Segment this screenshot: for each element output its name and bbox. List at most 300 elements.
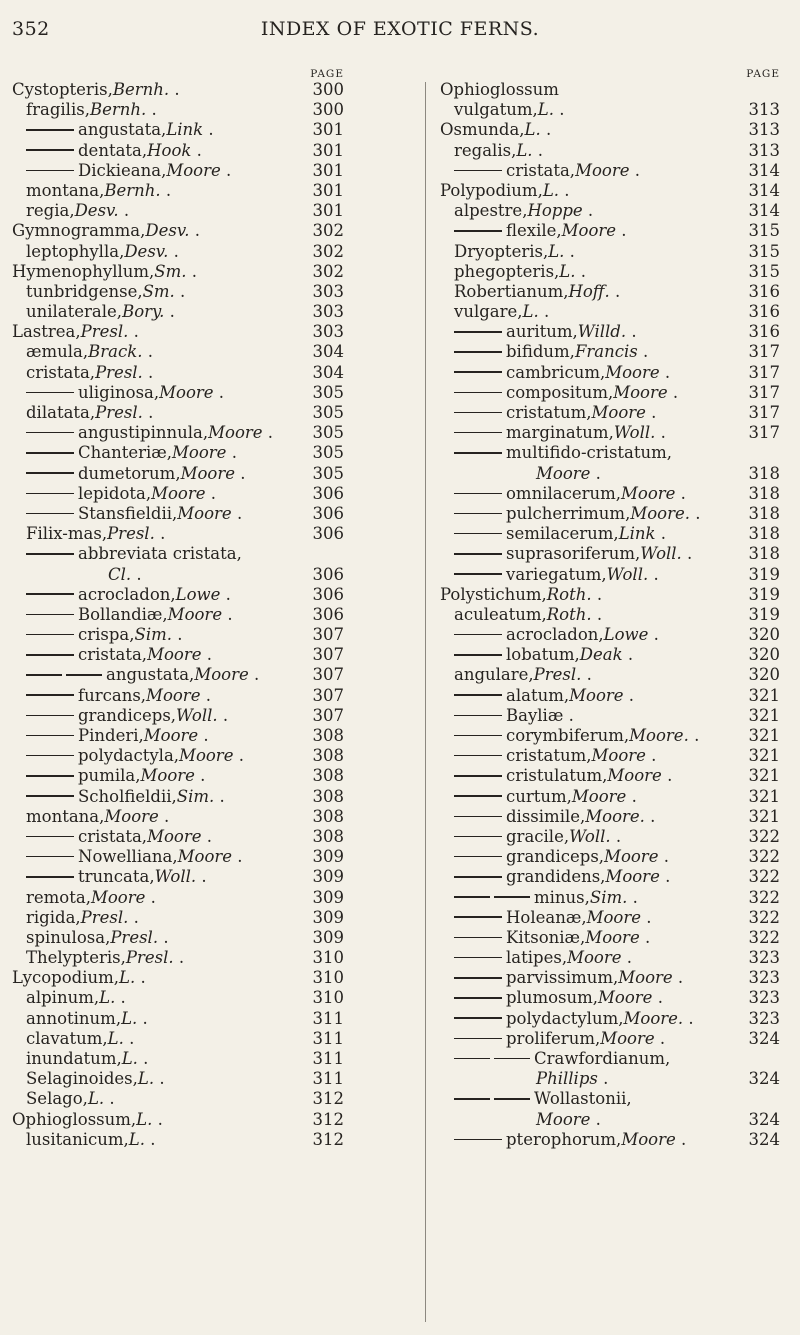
entry-name: Bayliæ [506,705,564,725]
page-number: 352 [12,18,50,40]
leader-dots: . [659,867,671,887]
entry-name: dilatata, [26,403,96,422]
leader-dots: . [658,847,669,867]
entry-authority: L. [128,1129,145,1149]
index-entry [12,141,372,161]
repeat-dash [26,553,74,555]
leader-dots: . [564,241,575,261]
entry-page-number: 315 [748,221,780,241]
repeat-dash [26,170,74,172]
entry-authority: Moore [179,746,234,766]
entry-page-number: 316 [748,322,780,342]
index-entry [12,787,372,807]
leader-dots: . [622,645,634,665]
index-entry [12,342,372,362]
entry-page-number: 305 [312,463,344,483]
entry-authority: Presl. [125,948,174,968]
leader-dots: . [690,503,701,523]
entry-authority: Bory. [122,302,165,322]
entry-authority: Willd. [577,322,627,342]
entry-authority: Moore [598,988,653,1008]
leader-dots: . [191,140,202,160]
repeat-dash [26,452,74,454]
entry-authority: Presl. [110,927,159,947]
leader-dots: . [609,281,621,301]
leader-dots: . [123,1028,135,1048]
entry-authority: Sim. [176,786,215,806]
entry-page-number: 308 [312,746,344,766]
entry-name: uliginosa, [78,382,160,402]
entry-name: Thelypteris, [26,948,126,968]
repeat-dash [26,755,74,757]
entry-name: angulare, [454,665,534,685]
entry-authority: Moore [180,463,235,483]
entry-name: Filix-mas, [26,524,108,544]
entry-name: semilacerum, [506,524,619,544]
entry-page-number: 309 [312,867,344,887]
index-entry [440,787,780,807]
entry-authority: Woll. [640,544,682,564]
index-entry [12,423,372,443]
entry-page-number: 318 [748,463,780,483]
index-entry [12,746,372,766]
entry-authority: Lowe [603,625,649,645]
leader-dots: . [235,463,246,483]
entry-page-number: 306 [312,564,344,584]
entry-name: unilaterale, [26,302,123,322]
entry-authority: Moore. [629,726,689,745]
index-entry [12,585,372,605]
entry-page-number: 314 [748,160,780,180]
entry-page-number: 305 [312,403,344,422]
entry-authority: Cl. [108,564,132,584]
entry-authority: Moore [147,645,202,665]
entry-name: lobatum, [506,645,580,665]
index-entry [12,847,372,867]
entry-name: auritum, [506,322,578,342]
leader-dots: . [142,403,154,422]
entry-page-number: 317 [748,423,780,443]
entry-authority: Moore [567,948,622,968]
entry-name: Bollandiæ, [78,604,168,624]
entry-authority: Sm. [142,281,175,301]
entry-page-number: 303 [312,322,344,342]
entry-name: Robertianum, [454,281,569,301]
repeat-dash [26,876,74,878]
entry-page-number: 317 [748,362,780,382]
entry-authority: Desv. [145,221,190,241]
entry-page-number: 309 [312,907,344,927]
entry-authority: Moore. [623,1008,684,1028]
index-entry [440,908,780,928]
page-column-label: PAGE [746,68,780,80]
entry-name: Hymenophyllum, [12,261,155,281]
index-entry [440,443,780,463]
repeat-dash [454,916,502,918]
index-entry [12,80,372,100]
entry-name: furcans, [78,685,147,705]
leader-dots: . [645,403,657,422]
entry-name: spinulosa, [26,927,111,947]
index-entry [12,282,372,302]
entry-name: dumetorum, [78,463,181,483]
index-entry [12,625,372,645]
entry-authority: Roth. [546,584,592,604]
leader-dots: . [231,503,243,523]
leader-dots: . [626,786,637,806]
repeat-dash [26,694,74,696]
entry-page-number: 315 [748,261,780,281]
repeat-dash [454,1038,502,1040]
entry-page-number: 301 [312,140,344,160]
entry-authority: Sim. [589,887,628,907]
leader-dots: . [196,867,207,887]
entry-authority: Moore [591,403,646,422]
leader-dots: . [137,1049,149,1068]
entry-page-number: 313 [748,120,780,140]
index-entry [12,383,372,403]
repeat-dash [454,856,502,858]
entry-authority: Moore [536,463,591,483]
entry-name: pterophorum, [506,1129,622,1149]
entry-authority: L. [107,1028,124,1048]
entry-name: cambricum, [506,362,606,382]
entry-name: Ophioglossum, [12,1109,137,1129]
leader-dots: . [142,362,154,382]
entry-name: cristata, [506,160,576,180]
index-entry [12,1069,372,1089]
index-entry [440,928,780,948]
entry-page-number: 321 [748,806,780,826]
repeat-dash [26,856,74,858]
entry-authority: L. [522,302,539,322]
entry-name: vulgatum, [454,100,538,120]
entry-authority: Moore [618,968,673,988]
repeat-dash [26,432,74,434]
entry-page-number: 309 [312,847,344,867]
index-entry [440,464,780,484]
repeat-dash [26,654,74,656]
leader-dots: . [104,1089,115,1109]
entry-authority: Hook [147,140,192,160]
entry-name: lusitanicum, [26,1129,129,1149]
entry-authority: Moore [604,847,659,867]
entry-authority: L. [121,1008,138,1028]
index-entry [12,867,372,887]
entry-page-number: 319 [748,584,780,604]
entry-page-number: 318 [748,483,780,503]
index-entry [12,1110,372,1130]
entry-authority: L. [137,1069,155,1089]
index-entry [12,1089,372,1109]
entry-name: Chanteriæ, [78,443,173,463]
entry-name: Lastrea, [12,322,81,342]
entry-name: gracile, [506,826,570,846]
entry-name: dissimile, [506,806,586,826]
entry-authority: Moore [177,847,233,867]
entry-authority: L. [136,1109,153,1129]
repeat-dash [454,351,502,353]
repeat-dash [454,230,502,232]
index-entry [12,504,372,524]
entry-name: acrocladon, [506,625,604,645]
repeat-dash [454,553,502,555]
leader-dots: . [135,968,146,988]
entry-page-number: 318 [748,503,780,523]
entry-name: fragilis, [26,100,90,120]
entry-page-number: 301 [312,120,344,140]
leader-dots: . [641,907,652,927]
entry-page-number: 312 [312,1109,344,1129]
leader-dots: . [145,887,156,907]
entry-authority: Presl. [80,322,129,342]
entry-name: minus, [534,887,590,907]
index-entry [440,585,780,605]
index-entry [12,1130,372,1150]
entry-page-number: 317 [748,403,780,422]
leader-dots: . [214,786,225,806]
entry-name: variegatum, [506,564,607,584]
entry-name: cristulatum, [506,766,608,786]
entry-name: montana, [26,180,105,200]
entry-authority: Moore [147,826,202,846]
entry-name: tunbridgense, [26,281,143,301]
leader-dots: . [164,302,175,322]
repeat-dash [454,452,502,454]
leader-dots: . [639,927,651,947]
entry-authority: Bernh. [104,180,161,200]
entry-name: inundatum, [26,1049,122,1068]
leader-dots: . [688,726,700,745]
entry-page-number: 321 [748,705,780,725]
index-entry [12,726,372,746]
entry-page-number: 314 [748,180,780,200]
entry-page-number: 308 [312,786,344,806]
repeat-dash [454,937,502,939]
index-entry [12,988,372,1008]
index-entry [12,706,372,726]
leader-dots: . [675,483,686,503]
entry-name: grandiceps, [506,847,605,867]
repeat-dash [26,493,74,495]
repeat-dash [454,371,502,373]
entry-page-number: 322 [748,907,780,927]
entry-name: Polypodium, [440,180,543,200]
entry-authority: Presl. [95,362,143,382]
leader-dots: . [655,524,667,544]
entry-name: grandidens, [506,867,606,887]
leader-dots: . [591,604,603,624]
entry-name: corymbiferum, [506,726,630,745]
entry-authority: L. [87,1089,105,1109]
entry-authority: Bernh. [89,100,147,120]
index-entry [12,484,372,504]
entry-name: cristata, [26,362,96,382]
entry-authority: Moore [104,806,159,826]
repeat-dash [66,674,102,676]
leader-dots: . [590,1109,601,1129]
entry-name: regia, [26,201,75,221]
entry-authority: Moore [591,746,646,766]
leader-dots: . [629,160,640,180]
entry-name: lepidota, [78,483,152,503]
entry-page-number: 310 [312,968,344,988]
entry-page-number: 302 [312,261,344,281]
entry-authority: Presl. [95,403,143,422]
entry-page-number: 321 [748,786,780,806]
entry-page-number: 303 [312,302,344,322]
entry-name: acrocladon, [78,584,176,604]
entry-authority: Sim. [134,625,173,645]
entry-page-number: 306 [312,503,344,523]
entry-authority: Moore [607,766,662,786]
index-entry [12,524,372,544]
repeat-dash [26,836,74,838]
page-header [0,14,800,44]
entry-name: æmula, [26,342,89,362]
index-entry [12,686,372,706]
leader-dots: . [226,443,237,463]
entry-name: alpestre, [454,201,528,221]
leader-dots: . [652,988,663,1008]
entry-page-number: 321 [748,726,780,745]
entry-page-number: 308 [312,766,344,786]
index-entry [440,403,780,423]
index-entry [12,302,372,322]
entry-page-number: 323 [748,948,780,968]
repeat-dash [26,392,74,394]
entry-page-number: 307 [312,685,344,705]
entry-name: polydactyla, [78,746,180,766]
repeat-dash [454,170,502,172]
leader-dots: . [168,241,179,261]
entry-page-number: 302 [312,221,344,241]
index-entry [12,120,372,140]
entry-authority: L. [119,968,136,988]
leader-dots: . [217,705,229,725]
repeat-dash [454,1058,490,1060]
index-entry [440,504,780,524]
entry-page-number: 301 [312,160,344,180]
entry-page-number: 318 [748,524,780,544]
entry-name: proliferum, [506,1028,601,1048]
entry-authority: Moore [90,887,146,907]
entry-page-number: 305 [312,443,344,463]
entry-authority: L. [548,241,565,261]
index-entry [440,686,780,706]
index-entry [440,1089,780,1109]
leader-dots: . [137,1008,148,1028]
leader-dots: . [232,847,243,867]
index-entry [440,141,780,161]
entry-page-number: 311 [312,1008,344,1028]
leader-dots: . [189,221,200,241]
entry-page-number: 321 [748,766,780,786]
index-entry [12,363,372,383]
entry-name: cristatum, [506,746,592,766]
leader-dots: . [563,705,574,725]
entry-page-number: 317 [748,342,780,362]
repeat-dash [454,997,502,999]
entry-page-number: 314 [748,201,780,221]
entry-authority: Moore [140,766,195,786]
index-entry [440,605,780,625]
index-entry [440,1009,780,1029]
entry-authority: Hoppe [527,201,583,221]
index-entry [12,827,372,847]
entry-name: crispa, [78,625,135,645]
leader-dots: . [222,604,233,624]
entry-name: angustipinnula, [78,423,209,443]
entry-name: alpinum, [26,988,100,1008]
index-entry [440,867,780,887]
leader-dots: . [201,645,212,665]
entry-name: compositum, [506,382,614,402]
entry-authority: Presl. [80,907,129,927]
entry-page-number: 304 [312,362,344,382]
entry-page-number: 322 [748,867,780,887]
entry-name: latipes, [506,948,568,968]
entry-page-number: 321 [748,685,780,705]
entry-page-number: 307 [312,665,344,685]
entry-page-number: 303 [312,281,344,301]
entry-authority: Hoff. [568,281,610,301]
repeat-dash [454,392,502,394]
index-entry [440,100,780,120]
entry-page-number: 323 [748,968,780,988]
entry-authority: L. [542,180,560,200]
repeat-dash [454,513,502,515]
index-entry [12,181,372,201]
entry-authority: Moore [159,382,214,402]
repeat-dash [454,735,502,737]
index-entry [440,201,780,221]
entry-name: suprasoriferum, [506,544,641,564]
index-entry [12,262,372,282]
leader-dots: . [200,685,211,705]
entry-page-number: 317 [748,382,780,402]
leader-dots: . [661,766,673,786]
entry-authority: Moore [569,685,624,705]
index-entry [440,120,780,140]
repeat-dash [454,775,502,777]
index-entry [440,161,780,181]
entry-page-number: 313 [748,100,780,120]
index-entry [12,565,372,585]
entry-name: grandiceps, [78,705,177,725]
leader-dots: . [128,322,139,342]
entry-page-number: 320 [748,645,780,665]
entry-page-number: 310 [312,988,344,1008]
entry-authority: Moore [536,1109,591,1129]
repeat-dash [454,755,502,757]
leader-dots: . [144,1129,156,1149]
entry-authority: Sm. [154,261,187,281]
column-divider [425,82,426,1322]
repeat-dash [26,775,74,777]
index-entry [12,888,372,908]
entry-authority: L. [99,988,116,1008]
index-entry [440,766,780,786]
index-entry [440,242,780,262]
index-entry [440,1110,780,1130]
entry-name: Selaginoides, [26,1069,138,1089]
entry-page-number: 311 [312,1049,344,1068]
entry-authority: Moore [605,867,660,887]
leader-dots: . [553,100,565,120]
entry-page-number: 300 [312,100,344,120]
entry-authority: L. [121,1049,138,1068]
